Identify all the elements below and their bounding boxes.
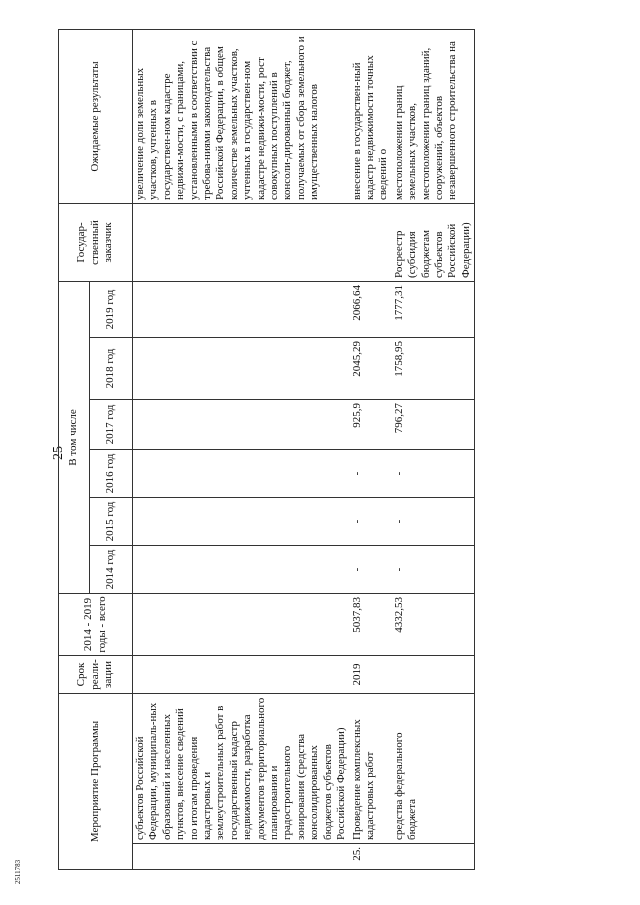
rotated-table-sheet <box>58 30 598 870</box>
row-activity: субъектов Российской Федерации, муниципаль-ных образований и населенных пунктов, внесение сведений по итогам проведения кадастровых и землеустроительных работ в государственный кадастр недвижимости, разработка документов территориального планирования и градостроительного зонирования (средства консолидированных бюджетов субъектов Российской Федерации) <box>133 693 350 843</box>
row-results: внесение в государствен-ный кадастр недвижимости точных сведений о <box>350 29 392 203</box>
row-index: 25. <box>350 844 392 870</box>
row-2017: 796,27 <box>392 399 475 449</box>
row-2017 <box>133 399 350 449</box>
row-2014: - <box>350 545 392 593</box>
document-code: 2511783 <box>14 859 22 885</box>
row-2016 <box>133 449 350 497</box>
page-number: 25 <box>51 446 66 460</box>
table-row <box>133 29 350 869</box>
row-2019: 2066,64 <box>350 281 392 337</box>
program-table <box>58 29 475 870</box>
row-total: 5037,83 <box>350 593 392 655</box>
row-2015: - <box>392 497 475 545</box>
header-activity: Мероприятие Программы <box>59 693 133 869</box>
row-customer: Росреестр (субсидия бюджетам субъектов Российской Федерации) <box>392 203 475 281</box>
header-row-1 <box>59 29 90 869</box>
header-year-2017: 2017 год <box>90 399 133 449</box>
row-term <box>392 655 475 693</box>
row-2015: - <box>350 497 392 545</box>
row-customer <box>133 203 350 281</box>
row-total: 4332,53 <box>392 593 475 655</box>
header-including: В том числе <box>59 281 90 593</box>
row-term <box>133 655 350 693</box>
row-results: увеличение доли земельных участков, учтенных в государствен-ном кадастре недвижи-мости, с границами, установленными в соответствии с требова-ниями законодательства Российской Федерации, в общем количестве земельных участков, учтенных в государствен-ном кадастре недвижи-мости, рост совокупных поступлений в консоли-дированный бюджет, получаемых от сбора земельного и имущественных налогов <box>133 29 350 203</box>
table-content <box>58 30 598 870</box>
row-2019 <box>133 281 350 337</box>
row-2015 <box>133 497 350 545</box>
row-activity: средства федерального бюджета <box>392 693 475 843</box>
row-2014 <box>133 545 350 593</box>
header-results: Ожидаемые результаты <box>59 29 133 203</box>
row-2016: - <box>392 449 475 497</box>
row-2019: 1777,31 <box>392 281 475 337</box>
header-year-2016: 2016 год <box>90 449 133 497</box>
row-2014: - <box>392 545 475 593</box>
row-customer <box>350 203 392 281</box>
table-row <box>350 29 392 869</box>
row-2018: 2045,29 <box>350 337 392 399</box>
row-2018: 1758,95 <box>392 337 475 399</box>
row-term: 2019 <box>350 655 392 693</box>
row-2018 <box>133 337 350 399</box>
row-index <box>392 844 475 870</box>
table-row <box>392 29 475 869</box>
header-year-2019: 2019 год <box>90 281 133 337</box>
header-term: Срок реали-зации <box>59 655 133 693</box>
row-2016: - <box>350 449 392 497</box>
row-total <box>133 593 350 655</box>
row-index <box>133 844 350 870</box>
header-customer: Государ-ственный заказчик <box>59 203 133 281</box>
header-year-2015: 2015 год <box>90 497 133 545</box>
header-year-2018: 2018 год <box>90 337 133 399</box>
header-year-2014: 2014 год <box>90 545 133 593</box>
row-2017: 925,9 <box>350 399 392 449</box>
header-total: 2014 - 2019 годы - всего <box>59 593 133 655</box>
row-results: местоположении границ земельных участков, местоположении границ зданий, сооружений, объектов незавершенного строительства на <box>392 29 475 203</box>
row-activity: Проведение комплексных кадастровых работ <box>350 693 392 843</box>
